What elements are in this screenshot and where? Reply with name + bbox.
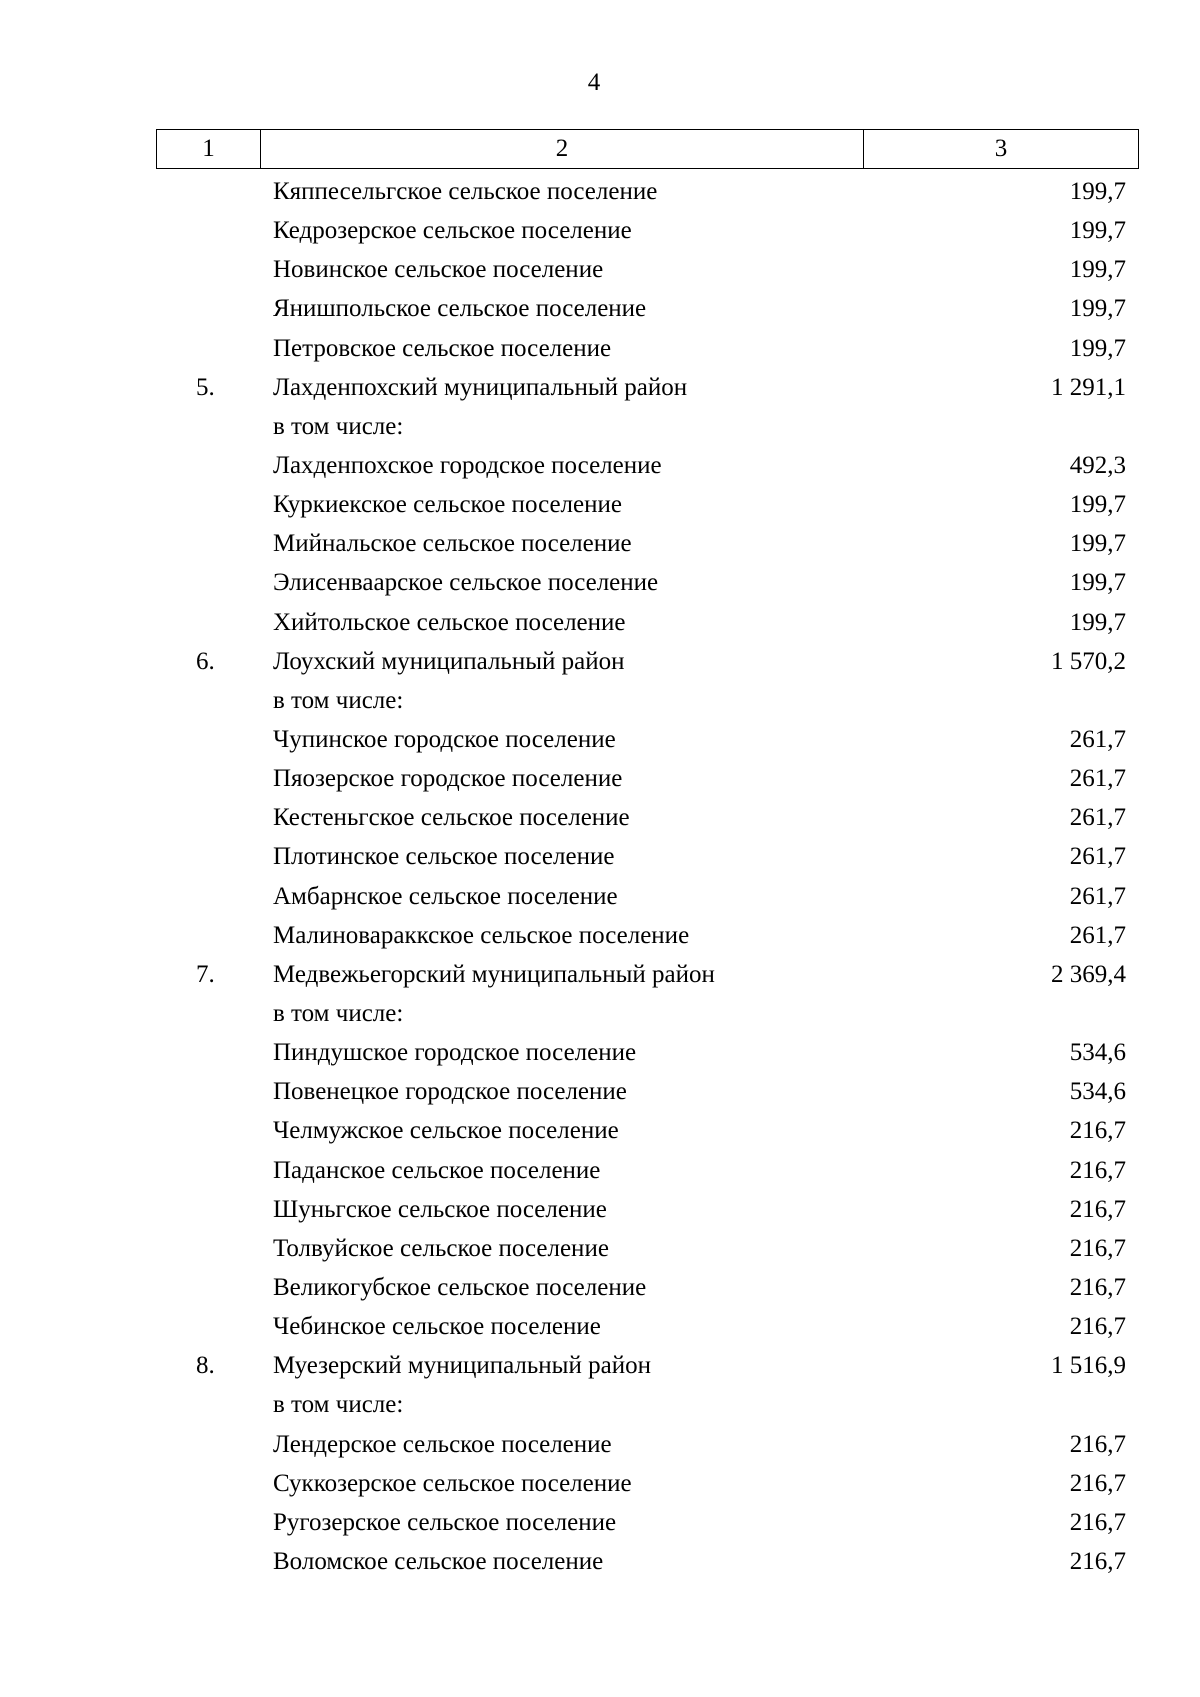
table-row <box>0 603 1200 642</box>
table-row <box>0 1111 1200 1150</box>
row-name: Лендерское сельское поселение <box>273 1430 612 1458</box>
row-name: в том числе: <box>273 412 404 440</box>
table-row <box>0 1229 1200 1268</box>
table-header-col-3: 3 <box>994 135 1008 162</box>
row-value: 216,7 <box>1069 1273 1126 1301</box>
row-value: 199,7 <box>1069 217 1126 245</box>
row-value: 216,7 <box>1069 1508 1126 1536</box>
row-value: 216,7 <box>1069 1234 1126 1262</box>
row-name: Воломское сельское поселение <box>273 1547 604 1575</box>
row-name: Лоухский муниципальный район <box>273 647 625 675</box>
row-name: Толвуйское сельское поселение <box>273 1234 609 1262</box>
table-row <box>0 1503 1200 1542</box>
table-row <box>0 485 1200 524</box>
row-name: Суккозерское сельское поселение <box>273 1469 632 1497</box>
table-row <box>0 563 1200 602</box>
row-name: Новинское сельское поселение <box>273 256 604 284</box>
table-row <box>0 1072 1200 1111</box>
row-name: Хийтольское сельское поселение <box>273 608 626 636</box>
row-name: Петровское сельское поселение <box>273 334 612 362</box>
table-header-col-1: 1 <box>157 130 261 168</box>
row-value: 216,7 <box>1069 1469 1126 1497</box>
row-value: 261,7 <box>1069 843 1126 871</box>
table-row <box>0 1464 1200 1503</box>
table-row <box>0 1307 1200 1346</box>
table-row <box>0 1151 1200 1190</box>
table-row <box>0 368 1200 407</box>
row-value: 199,7 <box>1069 178 1126 205</box>
table-row <box>0 1190 1200 1229</box>
row-value: 199,7 <box>1069 569 1126 597</box>
row-name: Шуньгское сельское поселение <box>273 1195 607 1223</box>
table-row <box>0 172 1200 211</box>
row-name: Паданское сельское поселение <box>273 1156 601 1184</box>
table-row <box>0 446 1200 485</box>
row-name: Янишпольское сельское поселение <box>273 295 647 323</box>
table-row <box>0 837 1200 876</box>
row-name: Медвежьегорский муниципальный район <box>273 960 715 988</box>
table-header-col-2: 2 <box>261 130 864 168</box>
row-value: 216,7 <box>1069 1117 1126 1145</box>
row-name: Челмужское сельское поселение <box>273 1117 619 1145</box>
row-name: Амбарнское сельское поселение <box>273 882 618 910</box>
row-name: Муезерский муниципальный район <box>273 1352 651 1380</box>
row-value: 1 291,1 <box>1051 373 1126 401</box>
row-value: 216,7 <box>1069 1547 1126 1575</box>
row-number: 6. <box>196 647 215 675</box>
row-value: 216,7 <box>1069 1156 1126 1184</box>
row-value: 261,7 <box>1069 725 1126 753</box>
row-value: 261,7 <box>1069 765 1126 793</box>
row-value: 492,3 <box>1069 451 1126 479</box>
table-row <box>0 1425 1200 1464</box>
row-name: Элисенваарское сельское поселение <box>273 569 659 597</box>
row-name: Чупинское городское поселение <box>273 725 616 753</box>
row-name: Лахденпохский муниципальный район <box>273 373 688 401</box>
table-row <box>0 1346 1200 1385</box>
row-value: 534,6 <box>1069 1078 1126 1106</box>
row-name: Кестеньгское сельское поселение <box>273 804 630 832</box>
row-name: в том числе: <box>273 1391 404 1419</box>
row-name: Пяозерское городское поселение <box>273 765 623 793</box>
row-value: 261,7 <box>1069 804 1126 832</box>
row-number: 5. <box>196 373 215 401</box>
row-name: Великогубское сельское поселение <box>273 1273 647 1301</box>
table-row <box>0 1385 1200 1424</box>
row-value: 1 516,9 <box>1051 1352 1126 1380</box>
row-number: 8. <box>196 1352 215 1380</box>
table-row <box>0 798 1200 837</box>
table-header-row <box>156 129 1139 169</box>
table-row <box>0 250 1200 289</box>
row-value: 199,7 <box>1069 334 1126 362</box>
row-value: 261,7 <box>1069 921 1126 949</box>
page-number: 4 <box>587 69 601 96</box>
row-name: Мийнальское сельское поселение <box>273 530 632 558</box>
table-row <box>0 329 1200 368</box>
row-name: Пиндушское городское поселение <box>273 1039 637 1067</box>
row-value: 216,7 <box>1069 1195 1126 1223</box>
table-row <box>0 916 1200 955</box>
table-row <box>0 994 1200 1033</box>
row-value: 1 570,2 <box>1051 647 1126 675</box>
row-name: Куркиекское сельское поселение <box>273 491 622 519</box>
row-name: Ругозерское сельское поселение <box>273 1508 617 1536</box>
row-value: 2 369,4 <box>1051 960 1126 988</box>
row-value: 216,7 <box>1069 1430 1126 1458</box>
table-row <box>0 1542 1200 1581</box>
row-name: Чебинское сельское поселение <box>273 1313 601 1341</box>
table-row <box>0 877 1200 916</box>
row-value: 199,7 <box>1069 608 1126 636</box>
table-body <box>0 172 1200 1581</box>
row-value: 534,6 <box>1069 1039 1126 1067</box>
table-row <box>0 955 1200 994</box>
table-row <box>0 1033 1200 1072</box>
table-row <box>0 759 1200 798</box>
table-row <box>0 720 1200 759</box>
row-name: в том числе: <box>273 686 404 714</box>
row-number: 7. <box>196 960 215 988</box>
table-row <box>0 681 1200 720</box>
table-row <box>0 407 1200 446</box>
row-name: Плотинское сельское поселение <box>273 843 615 871</box>
row-name: в том числе: <box>273 999 404 1027</box>
table-row <box>0 1268 1200 1307</box>
row-value: 199,7 <box>1069 295 1126 323</box>
row-name: Кедрозерское сельское поселение <box>273 217 632 245</box>
table-row <box>0 289 1200 328</box>
row-value: 216,7 <box>1069 1313 1126 1341</box>
row-name: Повенецкое городское поселение <box>273 1078 627 1106</box>
row-name: Кяппесельгское сельское поселение <box>273 178 658 205</box>
row-name: Лахденпохское городское поселение <box>273 451 662 479</box>
row-value: 199,7 <box>1069 256 1126 284</box>
row-value: 199,7 <box>1069 530 1126 558</box>
table-row <box>0 642 1200 681</box>
table-row <box>0 211 1200 250</box>
row-name: Малиновараккское сельское поселение <box>273 921 690 949</box>
row-value: 199,7 <box>1069 491 1126 519</box>
row-value: 261,7 <box>1069 882 1126 910</box>
table-row <box>0 524 1200 563</box>
